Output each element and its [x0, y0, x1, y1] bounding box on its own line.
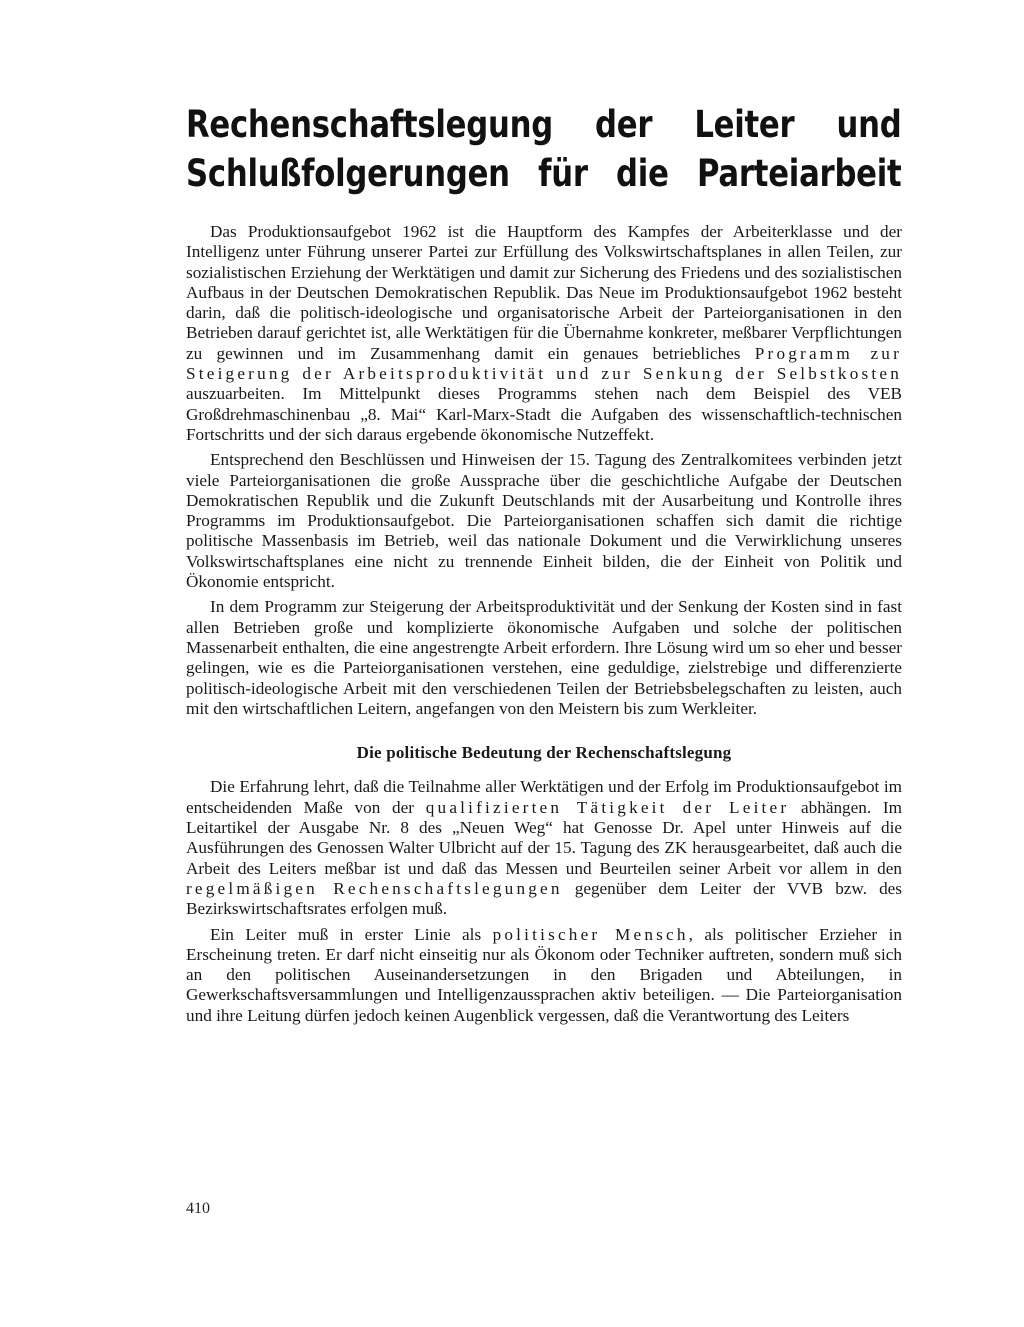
paragraph: Die Erfahrung lehrt, daß die Teilnahme aller Werktätigen und der Erfolg im Produktionsaufgebot im entscheidenden Maße von der qualifizierten Tätigkeit der Leiter abhängen. Im Leitartikel der Ausgabe Nr. 8 des „Neuen Weg“ hat Genosse Dr. Apel unter Hinweis auf die Ausführungen des Genossen Walter Ulbricht auf der 15. Tagung des ZK herausgearbeitet, daß auch die Arbeit des Leiters meßbar ist und daß das Messen und Beurteilen seiner Arbeit vor allem in den regelmäßigen Rechenschaftslegungen gegenüber dem Leiter der VVB bzw. des Bezirkswirtschaftsrates erfolgen muß.: [186, 777, 902, 919]
paragraph: Entsprechend den Beschlüssen und Hinweisen der 15. Tagung des Zentralkomitees verbinden jetzt viele Parteiorganisationen die große Aussprache über die geschichtliche Aufgabe der Deutschen Demokratischen Republik und die Zukunft Deutschlands mit der Ausarbeitung und Kontrolle ihres Programms im Produktionsaufgebot. Die Parteiorganisationen schaffen sich damit die richtige politische Massenbasis im Betrieb, weil das nationale Dokument und die Verwirklichung unseres Volkswirtschaftsplanes eine nicht zu trennende Einheit bilden, die der Einheit von Politik und Ökonomie entspricht.: [186, 450, 902, 592]
page-number: 410: [186, 1200, 210, 1217]
document-page: [186, 100, 902, 1031]
section-intro: [186, 222, 902, 1026]
page-title: [186, 100, 901, 198]
title-line-1: Rechenschaftslegung der Leiter und: [186, 103, 902, 146]
emphasis-text: qualifizierten Tätigkeit der Leiter: [425, 797, 790, 817]
title-line-2: Schlußfolgerungen für die Parteiarbeit: [186, 152, 902, 195]
paragraph: Ein Leiter muß in erster Linie als politischer Mensch, als politischer Erzieher in Erscheinung treten. Er darf nicht einseitig nur als Ökonom oder Techniker auftreten, sondern muß sich an den politischen Auseinandersetzungen in den Brigaden und Abteilungen, in Gewerkschaftsversammlungen und Intelligenzaussprachen aktiv beteiligen. — Die Parteiorganisation und ihre Leitung dürfen jedoch keinen Augenblick vergessen, daß die Verantwortung des Leiters: [186, 924, 902, 1025]
section-heading: Die politische Bedeutung der Rechenschaftslegung: [356, 743, 732, 763]
paragraph: Das Produktionsaufgebot 1962 ist die Hauptform des Kampfes der Arbeiterklasse und der Intelligenz unter Führung unserer Partei zur Erfüllung des Volkswirtschaftsplanes in allen Teilen, zur sozialistischen Erziehung der Werktätigen und damit zur Sicherung des Friedens und des sozialistischen Aufbaus in der Deutschen Demokratischen Republik. Das Neue im Produktionsaufgebot 1962 besteht darin, daß die politisch-ideologische und organisatorische Arbeit der Parteiorganisationen in den Betrieben darauf gerichtet ist, alle Werktätigen für die Übernahme konkreter, meßbarer Verpflichtungen zu gewinnen und im Zusammenhang damit ein genaues betriebliches Programm zur Steigerung der Arbeitsproduktivität und zur Senkung der Selbstkosten auszuarbeiten. Im Mittelpunkt dieses Programms stehen nach dem Beispiel des VEB Großdrehmaschinenbau „8. Mai“ Karl-Marx-Stadt die Aufgaben des wissenschaftlich-technischen Fortschritts und der sich daraus ergebende ökonomische Nutzeffekt.: [186, 222, 902, 444]
emphasis-text: regelmäßigen Rechenschaftslegungen: [186, 878, 563, 898]
paragraph: In dem Programm zur Steigerung der Arbeitsproduktivität und der Senkung der Kosten sind in fast allen Betrieben große und komplizierte ökonomische Aufgaben und solche der politischen Massenarbeit enthalten, die eine angestrengte Arbeit erfordern. Ihre Lösung wird um so eher und besser gelingen, wie es die Parteiorganisationen verstehen, eine geduldige, zielstrebige und differenzierte politisch-ideologische Arbeit mit den verschiedenen Teilen der Betriebsbelegschaften zu leisten, auch mit den wirtschaftlichen Leitern, angefangen von den Meistern bis zum Werkleiter.: [186, 597, 902, 718]
emphasis-text: politischer Mensch: [492, 924, 689, 944]
emphasis-text: Programm zur Steigerung der Arbeitsproduktivität und zur Senkung der Selbstkosten: [186, 343, 902, 384]
